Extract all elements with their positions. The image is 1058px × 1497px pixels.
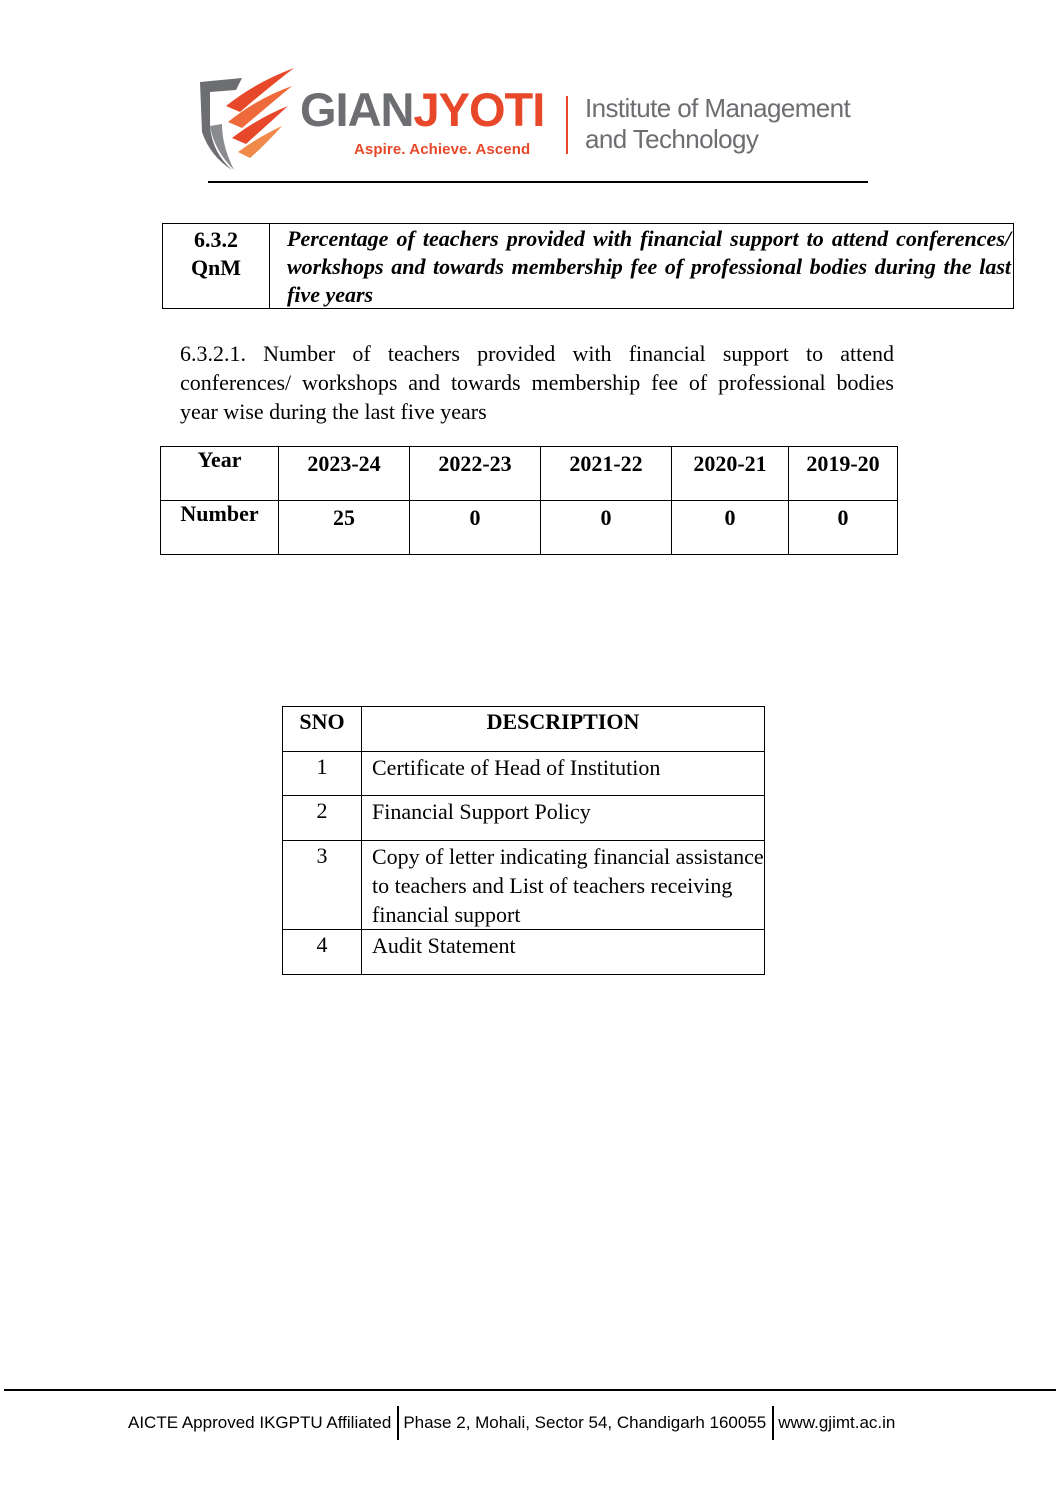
footer-address: Phase 2, Mohali, Sector 54, Chandigarh 160055 xyxy=(403,1413,767,1432)
number-row xyxy=(161,501,898,555)
number-value: 25 xyxy=(333,505,355,530)
sub-metric-text: 6.3.2.1. Number of teachers provided with financial support to attend conferences/ workshops and towards membership fee of professional bodies year wise during the last five years xyxy=(180,341,894,424)
description-cell: Financial Support Policy xyxy=(362,796,765,841)
footer-website: www.gjimt.ac.in xyxy=(778,1413,896,1432)
brand-name xyxy=(300,83,545,136)
number-label: Number xyxy=(180,501,259,526)
table-row xyxy=(283,796,765,841)
sno-cell: 3 xyxy=(283,841,362,930)
metric-code-number: 6.3.2 xyxy=(194,227,238,252)
footer xyxy=(128,1405,895,1441)
metric-code-type: QnM xyxy=(190,255,242,280)
year-cell xyxy=(672,447,789,501)
year-wise-table xyxy=(160,446,898,555)
metric-box xyxy=(162,223,1014,309)
year-value: 2019-20 xyxy=(806,451,880,476)
institute-name xyxy=(585,93,850,155)
institute-line-1: Institute of Management xyxy=(585,93,851,123)
number-value: 0 xyxy=(600,505,612,530)
description-cell: Audit Statement xyxy=(362,930,765,975)
footer-separator xyxy=(397,1406,399,1440)
metric-code xyxy=(163,224,270,308)
year-label: Year xyxy=(197,447,242,472)
number-value: 0 xyxy=(837,505,849,530)
brand-tagline: Aspire. Achieve. Ascend xyxy=(354,141,531,158)
year-value: 2021-22 xyxy=(569,451,643,476)
description-cell: Copy of letter indicating financial assistance to teachers and List of teachers receiving financial support xyxy=(362,841,765,930)
year-cell xyxy=(541,447,672,501)
number-value: 0 xyxy=(469,505,481,530)
number-cell xyxy=(279,501,410,555)
brand-part-jyoti: JYOTI xyxy=(413,83,545,136)
year-cell xyxy=(789,447,898,501)
year-cell xyxy=(410,447,541,501)
document-list-table xyxy=(282,706,765,975)
number-cell xyxy=(672,501,789,555)
table-row xyxy=(283,841,765,930)
sno-cell: 2 xyxy=(283,796,362,841)
sno-header: SNO xyxy=(283,707,362,752)
year-value: 2022-23 xyxy=(438,451,512,476)
number-value: 0 xyxy=(724,505,736,530)
sno-cell: 1 xyxy=(283,752,362,796)
footer-separator xyxy=(772,1406,774,1440)
number-label-cell xyxy=(161,501,279,555)
header-divider xyxy=(566,96,568,154)
year-cell xyxy=(279,447,410,501)
institute-line-2: and Technology xyxy=(585,124,759,154)
number-cell xyxy=(789,501,898,555)
table-header-row xyxy=(283,707,765,752)
shield-logo-icon xyxy=(196,66,298,176)
description-cell: Certificate of Head of Institution xyxy=(362,752,765,796)
description-header: DESCRIPTION xyxy=(362,707,765,752)
sno-cell: 4 xyxy=(283,930,362,975)
number-cell xyxy=(410,501,541,555)
brand-part-gian: GIAN xyxy=(300,83,414,136)
year-value: 2023-24 xyxy=(307,451,381,476)
footer-rule xyxy=(4,1389,1056,1391)
year-row xyxy=(161,447,898,501)
table-row xyxy=(283,930,765,975)
table-row xyxy=(283,752,765,796)
metric-title: Percentage of teachers provided with financial support to attend conferences/ workshops and towards membership fee of professional bodies during the last five years xyxy=(287,226,1011,307)
number-cell xyxy=(541,501,672,555)
footer-affiliation: AICTE Approved IKGPTU Affiliated xyxy=(128,1413,392,1432)
header-rule xyxy=(208,181,868,183)
year-label-cell xyxy=(161,447,279,501)
year-value: 2020-21 xyxy=(693,451,767,476)
